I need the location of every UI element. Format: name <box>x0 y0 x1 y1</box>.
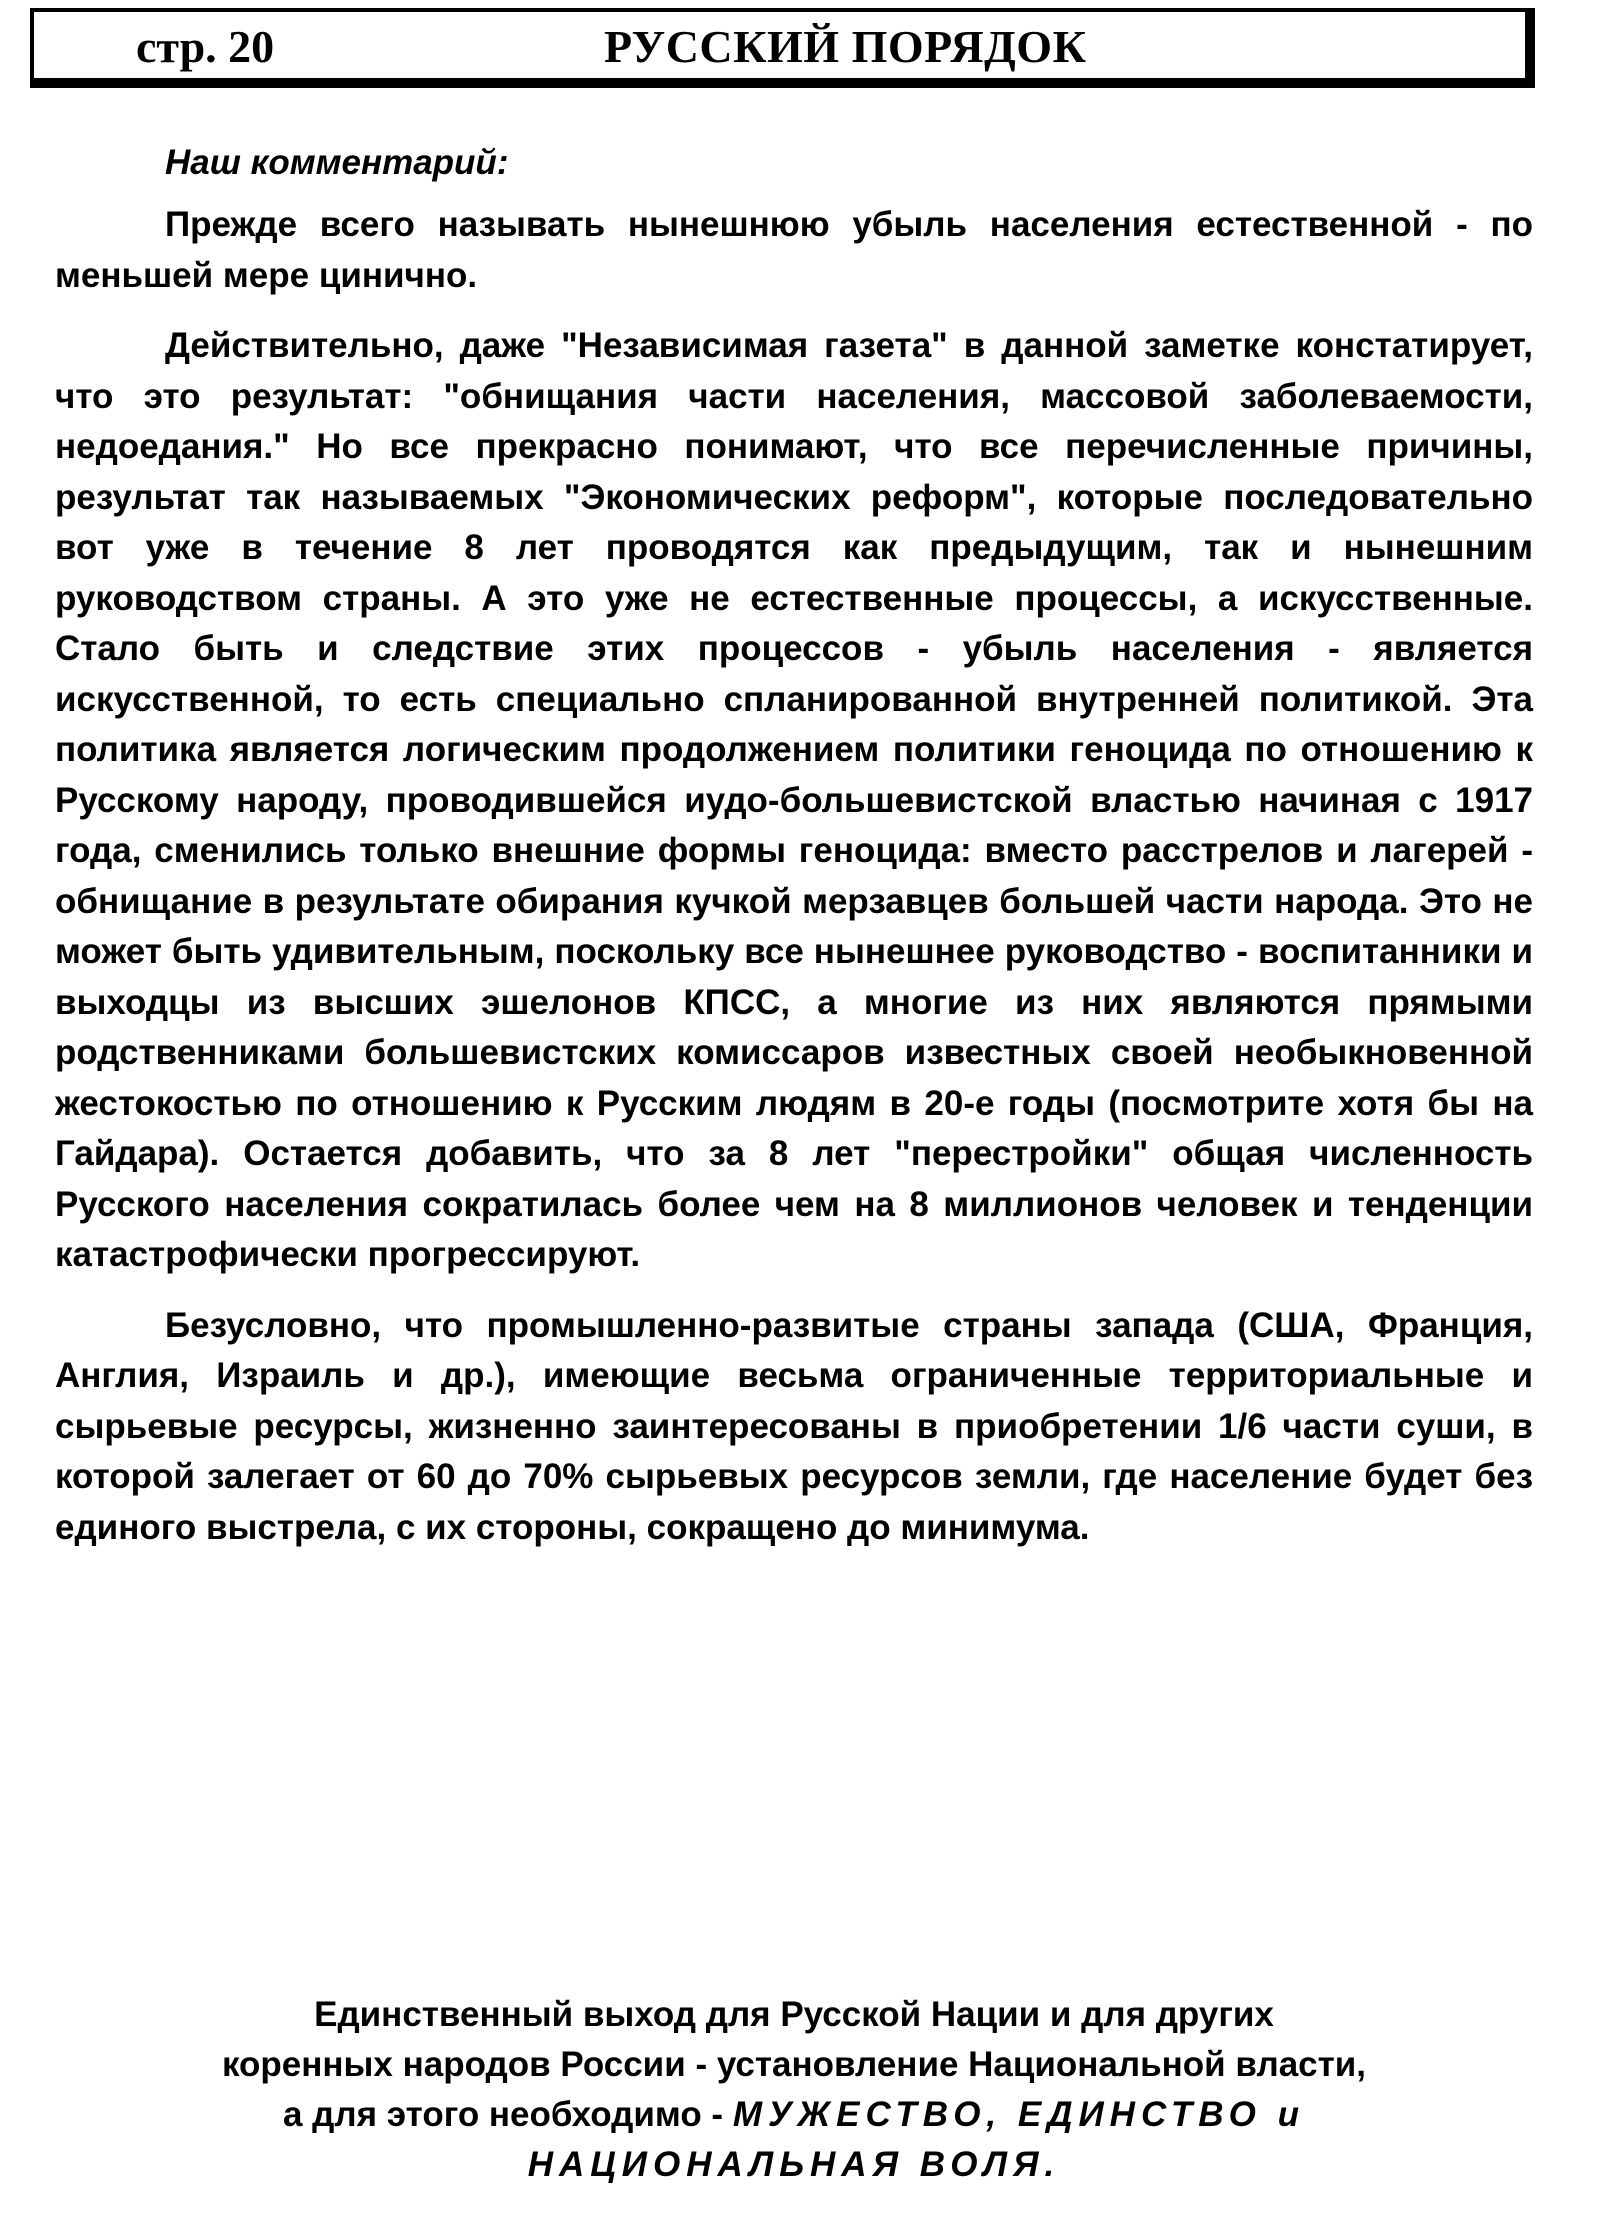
newspaper-title: РУССКИЙ ПОРЯДОК <box>604 21 1087 72</box>
conclusion-line-3-text: а для этого необходимо - <box>282 2095 733 2134</box>
article-paragraph-3: Безусловно, что промышленно-развитые страны запада (США, Франция, Англия, Израиль и др.), имеющие весьма ограниченные территориальные и сырьевые ресурсы, жизненно заинтересованы в приобретении 1/6 части суши, в которой залегает от 60 до 70% сырьевых ресурсов земли, где население будет без единого выстрела, с их стороны, сокращено до минимума. <box>55 1305 1533 1547</box>
emphasis-courage-unity: МУЖЕСТВО, ЕДИНСТВО <box>732 2095 1262 2134</box>
comment-heading: Наш комментарий: <box>165 143 509 182</box>
article-body <box>55 138 1533 1573</box>
emphasis-joiner: и <box>1261 2095 1305 2134</box>
article-paragraph-1: Прежде всего называть нынешнюю убыль населения естественной - по меньшей мере цинично. <box>55 205 1533 295</box>
conclusion-line-1: Единственный выход для Русской Нации и для других <box>314 1995 1274 2034</box>
conclusion-line-3 <box>55 2090 1533 2140</box>
article-paragraph-2: Действительно, даже "Независимая газета" в данной заметке констатирует, что это результат: "обнищания части населения, массовой заболеваемости, недоедания." Но все прекрасно понимают, что все перечисленные причины, результат так называемых "Экономических реформ", которые последовательно вот уже в течение 8 лет проводятся как предыдущим, так и нынешним руководством страны. А это уже не естественные процессы, а искусственные. Стало быть и следствие этих процессов - убыль населения - является искусственной, то есть специально спланированной внутренней политикой. Эта политика является логическим продолжением политики геноцида по отношению к Русскому народу, проводившейся иудо-большевистской властью начиная с 1917 года, сменились только внешние формы геноцида: вместо расстрелов и лагерей - обнищание в результате обирания кучкой мерзавцев большей части народа. Это не может быть удивительным, поскольку все нынешнее руководство - воспитанники и выходцы из высших эшелонов КПСС, а многие из них являются прямыми родственниками большевистских комиссаров известных своей необыкновенной жестокостью по отношению к Русским людям в 20-е годы (посмотрите хотя бы на Гайдара). Остается добавить, что за 8 лет "перестройки" общая численность Русского населения сократилась более чем на 8 миллионов человек и тенденции катастрофически прогрессируют. <box>55 326 1533 1274</box>
conclusion-line-2: коренных народов России - установление Национальной власти, <box>221 2045 1367 2084</box>
emphasis-national-will: НАЦИОНАЛЬНАЯ ВОЛЯ. <box>527 2145 1061 2184</box>
page-number: стр. 20 <box>136 21 275 72</box>
conclusion-block <box>55 1990 1533 2190</box>
